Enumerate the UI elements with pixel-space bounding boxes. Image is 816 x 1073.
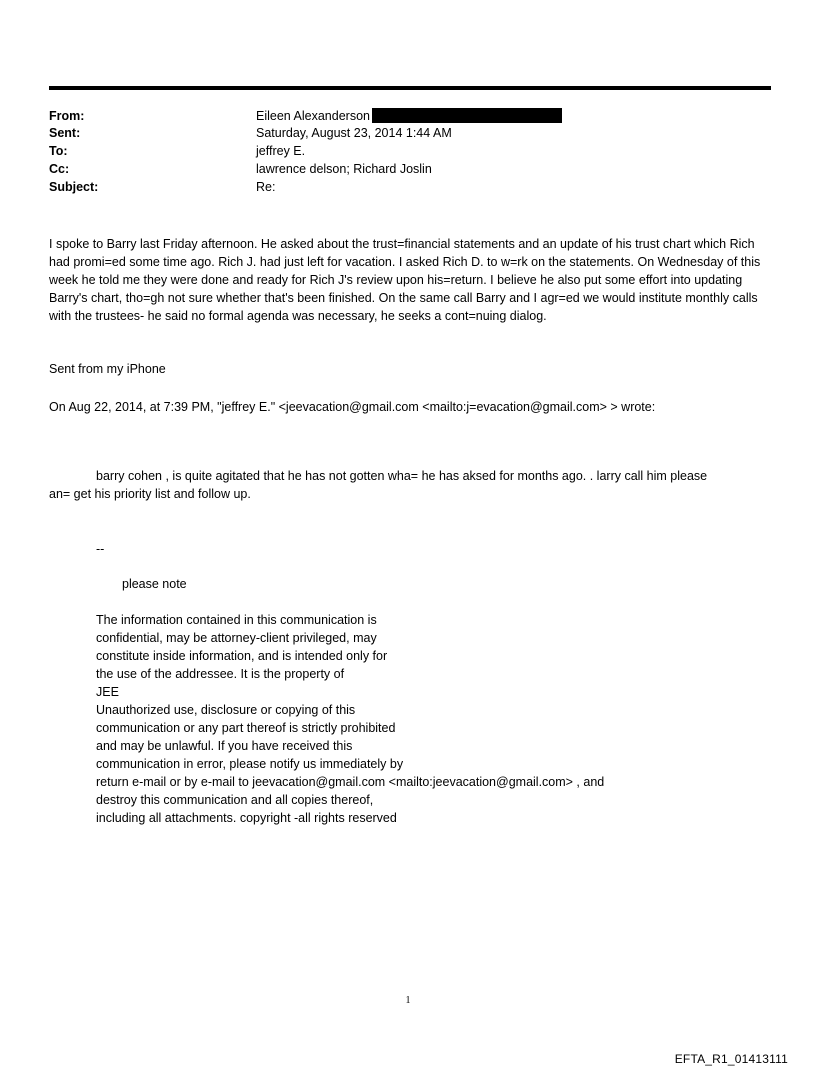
disclaimer-line: constitute inside information, and is intended only for <box>96 649 388 663</box>
from-value <box>256 108 562 125</box>
disclaimer-line: return e-mail or by e-mail to jeevacation@gmail.com <mailto:jeevacation@gmail.com> , and <box>96 775 605 789</box>
cc-value: lawrence delson; Richard Joslin <box>256 162 432 176</box>
body-paragraph <box>49 235 774 325</box>
disclaimer-line: confidential, may be attorney-client privileged, may <box>96 631 377 645</box>
from-label: From: <box>49 109 85 123</box>
disclaimer-line: communication or any part thereof is strictly prohibited <box>96 721 396 735</box>
from-name: Eileen Alexanderson <box>256 109 370 123</box>
header-divider <box>49 86 771 90</box>
disclaimer-line: and may be unlawful. If you have received this <box>96 739 353 753</box>
disclaimer-line: destroy this communication and all copies thereof, <box>96 793 374 807</box>
disclaimer-line: The information contained in this communication is <box>96 613 377 627</box>
quoted-line-1: barry cohen , is quite agitated that he has not gotten wha= he has aksed for months ago. . larry call him please <box>96 469 708 483</box>
quoted-line-2: an= get his priority list and follow up. <box>49 487 251 501</box>
disclaimer <box>96 611 776 827</box>
please-note: please note <box>122 577 187 591</box>
subject-label: Subject: <box>49 180 99 194</box>
quote-header: On Aug 22, 2014, at 7:39 PM, "jeffrey E." <jeevacation@gmail.com <mailto:j=evacation@gmail.com> > wrote: <box>49 400 656 414</box>
redaction-box <box>372 108 562 123</box>
sent-value: Saturday, August 23, 2014 1:44 AM <box>256 126 452 140</box>
disclaimer-line: the use of the addressee. It is the property of <box>96 667 345 681</box>
bates-number: EFTA_R1_01413111 <box>674 1052 788 1066</box>
signature-separator: -- <box>96 542 105 556</box>
signature: Sent from my iPhone <box>49 362 166 376</box>
page-number: 1 <box>405 995 411 1006</box>
cc-label: Cc: <box>49 162 70 176</box>
disclaimer-line: Unauthorized use, disclosure or copying of this <box>96 703 356 717</box>
disclaimer-line: communication in error, please notify us immediately by <box>96 757 404 771</box>
subject-value: Re: <box>256 180 276 194</box>
to-label: To: <box>49 144 68 158</box>
disclaimer-line: including all attachments. copyright -all rights reserved <box>96 811 397 825</box>
disclaimer-line: JEE <box>96 685 119 699</box>
body-paragraph-text: I spoke to Barry last Friday afternoon. He asked about the trust=financial statements and an update of his trust chart which Rich had promi=ed some time ago. Rich J. had just left for vacation. I asked Rich D. to w=rk on the statements. On Wednesday of this week he told me they were done and ready for Rich J's review upon his=return. I believe he also put some effort into updating Barry's chart, tho=gh not sure whether that's been finished. On the same call Barry and I agr=ed we would institute monthly calls with the trustees- he said no formal agenda was necessary, he seeks a cont=nuing dialog. <box>49 237 761 323</box>
sent-label: Sent: <box>49 126 81 140</box>
to-value: jeffrey E. <box>256 144 306 158</box>
